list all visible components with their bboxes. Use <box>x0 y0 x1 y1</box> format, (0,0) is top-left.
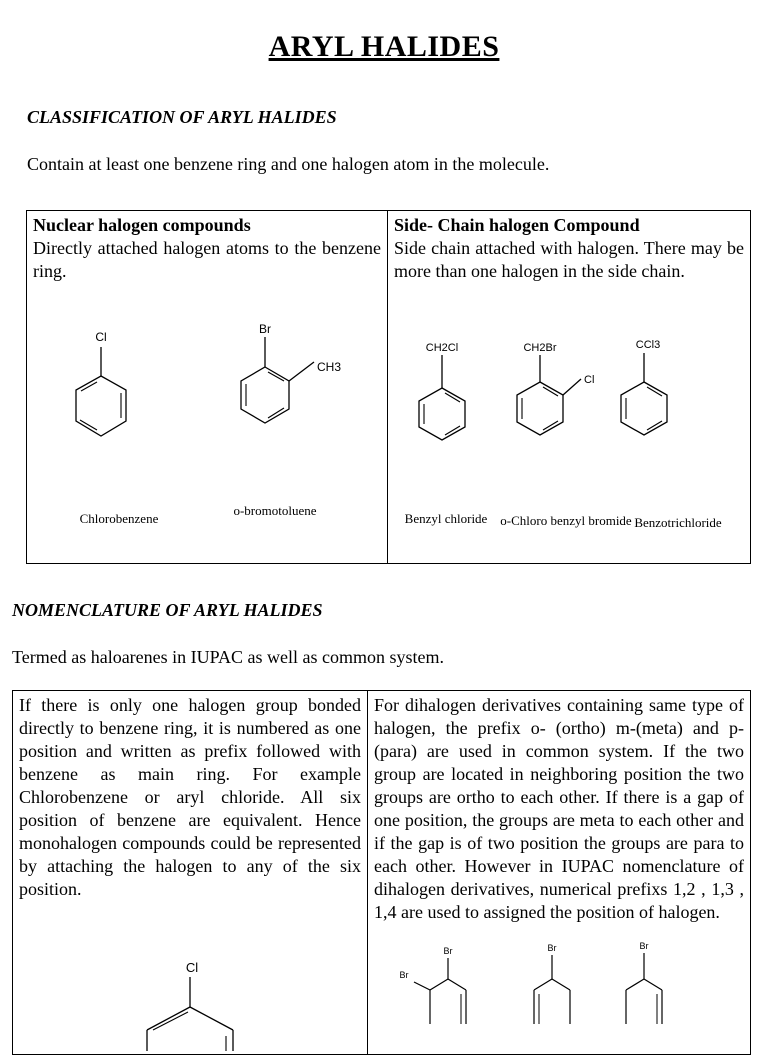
benzyl-chloride-label: Benzyl chloride <box>404 511 488 526</box>
para-dibromobenzene-structure <box>626 941 662 1024</box>
o-chlorobenzyl-bromide-substituent-cl: Cl <box>584 374 595 386</box>
classification-intro: Contain at least one benzene ring and one halogen atom in the molecule. <box>27 154 550 174</box>
side-chain-header: Side- Chain halogen Compound <box>394 215 640 235</box>
meta-substituent: Br <box>547 943 557 953</box>
para-substituent: Br <box>639 941 649 951</box>
classification-table <box>26 210 751 564</box>
dihalogen-structures <box>374 924 744 1024</box>
monohalogen-structure <box>19 901 359 1051</box>
o-bromotoluene-label: o-bromotoluene <box>233 503 317 518</box>
o-bromotoluene-substituent-br: Br <box>259 322 271 336</box>
ortho-dibromobenzene-structure <box>400 946 467 1024</box>
nomenclature-heading: NOMENCLATURE OF ARYL HALIDES <box>12 600 323 620</box>
benzyl-chloride-structure <box>405 342 488 526</box>
dihalogen-cell <box>368 691 751 1055</box>
side-chain-structures <box>394 283 744 548</box>
nomenclature-intro: Termed as haloarenes in IUPAC as well as common system. <box>12 647 444 667</box>
o-bromotoluene-substituent-ch3: CH3 <box>317 360 342 374</box>
benzotrichloride-substituent: CCl3 <box>635 339 661 351</box>
monohalogen-cell <box>13 691 368 1055</box>
nuclear-halogen-text: Directly attached halogen atoms to the benzene ring. <box>33 238 381 281</box>
monohalogen-text: If there is only one halogen group bonded directly to benzene ring, it is numbered as one position and written as prefix followed with benzene as main ring. For example Chlorobenzene or aryl chloride. All six position of benzene are equivalent. Hence monohalogen compounds could be represented by attaching the halogen to any of the six position. <box>19 695 361 899</box>
meta-dibromobenzene-structure <box>534 943 570 1024</box>
o-chlorobenzyl-bromide-substituent-ch2br: CH2Br <box>523 342 557 354</box>
chlorobenzene-substituent: Cl <box>95 330 107 344</box>
o-chlorobenzyl-bromide-label: o-Chloro benzyl bromide <box>500 513 632 528</box>
o-bromotoluene-structure <box>233 322 341 518</box>
ortho-substituent-2: Br <box>399 970 409 980</box>
classification-heading: CLASSIFICATION OF ARYL HALIDES <box>27 107 337 127</box>
monohalogen-substituent: Cl <box>185 960 199 975</box>
ortho-substituent-1: Br <box>443 946 453 956</box>
benzyl-chloride-substituent: CH2Cl <box>425 342 459 354</box>
nomenclature-table <box>12 690 751 1055</box>
chlorobenzene-label: Chlorobenzene <box>79 511 159 526</box>
benzotrichloride-structure <box>621 339 722 530</box>
chlorobenzene-structure <box>76 330 159 526</box>
side-chain-text: Side chain attached with halogen. There may be more than one halogen in the side chain. <box>394 238 744 281</box>
side-chain-halogen-cell <box>388 211 751 564</box>
page-title: ARYL HALIDES <box>268 30 500 63</box>
nuclear-halogen-cell <box>27 211 388 564</box>
dihalogen-text: For dihalogen derivatives containing same type of halogen, the prefix o- (ortho) m-(meta) and p-(para) are used in common system. If the two group are located in neighboring position the two groups are ortho to each other. If there is a gap of one position, the groups are meta to each other and if the gap is of two position the groups are para to each other. However in IUPAC nomenclature of dihalogen derivatives, numerical prefixs 1,2 , 1,3 , 1,4 are used to assigned the position of halogen. <box>374 695 744 922</box>
benzotrichloride-label: Benzotrichloride <box>634 515 722 530</box>
o-chlorobenzyl-bromide-structure <box>500 342 632 528</box>
nuclear-halogen-structures <box>33 283 379 548</box>
nuclear-halogen-header: Nuclear halogen compounds <box>33 215 251 235</box>
